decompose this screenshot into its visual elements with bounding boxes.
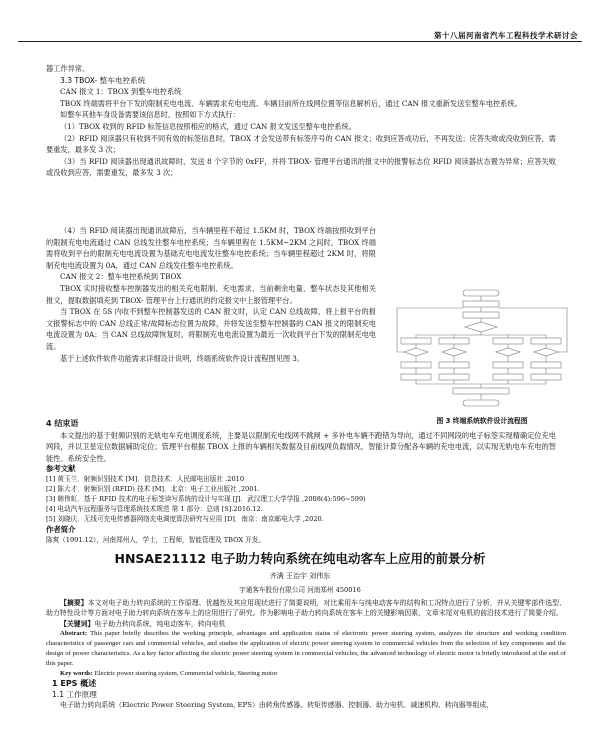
reference-item: [2] 陈大才．射频识别 (RFID) 技术 [M]．北京：电子工业出版社 ,2001. <box>46 485 260 493</box>
page-header <box>0 0 600 46</box>
flow-decision <box>442 348 466 356</box>
abstract-cn-text: 本文对电子助力转向系统的工作原理、优越性及其应用现状进行了简要说明，对比乘用车与纯电动客车的结构和工况特点进行了分析，并从关键零部件选型、助力特性设计等方面对电子助力转向系统在客车上的应用进行了研究。作为影响电子助力转向系统在客车上的关键影响因素，文章末尾对电机的前沿技术进行了简要介绍。 <box>46 599 566 618</box>
article-authors: 齐满 王治宇 刘伟东 <box>269 572 331 580</box>
flow-connector <box>397 308 567 352</box>
paragraph: 电子助力转向系统（Electric Power Steering System, EPS）由转角传感器、转矩传感器、控制器、助力电机、减速机构、转向器等组成， <box>60 701 494 710</box>
flow-node <box>493 362 523 368</box>
list-item: （2）RFID 阅读器只有收到不同有效的标签信息时，TBOX 才会发送带有标签序号的 CAN 报文；收到应答成功后，不再发送；应答失败或没收到应答，需要重发，最多发 3 次； <box>46 133 556 155</box>
section-4 <box>46 418 556 464</box>
keywords-en-text: Electric power steering system, Commercial vehicle, Steering motor <box>94 670 278 678</box>
figure-caption: 图 3 终端系统软件设计流程图 <box>436 417 528 425</box>
reference-item: [4] 电动汽车远程服务与管理系统技术规范 第 1 部分：总则 [S].2016.12. <box>46 505 263 513</box>
section-heading: 1.1 工作原理 <box>52 689 97 699</box>
keywords-cn-label: 【关键词】 <box>60 619 95 628</box>
paragraph: 本文提出的基于射频识别的无轨电车充电调度系统，主要是以限制充电线网不跳闸 + 多补电车辆不跑错为导向，通过不同网段的电子标签实现精确定位充电网段，并以卫星定位数据辅助定位；管理平台根据 TBOX 上报的车辆相关数据及目前线网负载情况，智能计算分配各车辆的充电电流，以实现无轨电车充电的智能性、系统安全性。 <box>46 430 556 463</box>
flow-connector <box>416 368 546 400</box>
software-flowchart-figure <box>393 288 571 413</box>
paragraph: CAN 报文 1：TBOX 到整车电控系统 <box>60 87 182 97</box>
flow-decision <box>496 348 520 356</box>
abstract-en-text: This paper briefly describes the working principle, advantages and application status of electronic power steering system, analyzes the structure and working condition characteristics of passenger cars and commercial vehicles, and studies the application of electric power steering system in commercial vehicles from the selection of key components and the design of power characteristics. As a key factor affecting the electric power steering system in commercial vehicles, the advanced technology of electric motor is briefly introduced at the end of this paper. <box>46 630 566 668</box>
list-item: （1）TBOX 收到的 RFID 标签信息按照相应的格式，通过 CAN 报文发送至整车电控系统。 <box>60 121 356 131</box>
paragraph: 如整车其他车身设备需要该信息时，按照如下方式执行： <box>60 110 240 120</box>
flow-node <box>463 312 499 318</box>
paragraph: 基于上述软件软件功能需求详细设计说明，终端系统软件设计流程图见图 3。 <box>60 353 305 363</box>
references <box>46 463 556 545</box>
paragraph: 器工作异常。 <box>46 64 90 73</box>
abstract-block <box>46 598 566 710</box>
flow-node <box>531 374 561 380</box>
paragraph: TBOX 实时接收整车控制器发出的相关充电限制、充电需求、当前剩余电量、整车状态及其他相关报文，提取数据填充到 TBOX- 管理平台上行通讯的约定报文中上报管理平台。 <box>46 283 376 305</box>
section-heading: 3.3 TBOX- 整车电控系统 <box>60 75 146 85</box>
reference-item: [3] 韩伟虹．基于 RFID 技术的电子标签读写系统的设计与实现 [J]．武汉理工大学学报 ,2008(4):596~599) <box>46 495 366 503</box>
section-3-3 <box>46 63 556 179</box>
flow-node <box>439 338 469 344</box>
author-bio: 陈爽（1991.12），河南郑州人，学士，工程师，智能管理及 TBOX 开发。 <box>46 536 265 544</box>
article-title: HNSAE21112 电子助力转向系统在纯电动客车上应用的前景分析 <box>114 551 486 566</box>
flow-node <box>493 338 523 344</box>
keywords-en <box>46 669 566 679</box>
flow-decision <box>465 322 497 332</box>
left-column <box>46 225 376 364</box>
flow-node <box>463 400 499 406</box>
header-rule <box>18 41 582 42</box>
paragraph: 当 TBOX 在 5S 内收不到整车控制器发送的 CAN 报文时，认定 CAN 总线故障，将上报平台的报文报警标志中的 CAN 总线正常/故障标志位置为故障，并将发送至整车控制器的 CAN 报文的限制充电电流设置为 0A；当 CAN 总线故障恢复时，将限制充电电流设置为最近一次收到平台下发的限制充电电流。 <box>46 307 376 351</box>
flow-node <box>401 338 431 344</box>
reference-item: [1] 黄玉兰．射频识别技术 [M]．信息技术．人民邮电出版社 .2010 <box>46 475 245 483</box>
flow-node <box>493 374 523 380</box>
keywords-cn <box>46 619 566 629</box>
journal-title: 第十八届河南省汽车工程科技学术研讨会 <box>434 31 578 40</box>
paragraph: CAN 报文 2：整车电控系统到 TBOX <box>60 272 182 282</box>
reference-item: [5] 刘晓庆．无线可充电传感器网络充电调度算法研究与应用 [D]．南京：南京邮电大学 ,2020. <box>46 515 324 523</box>
flow-node <box>531 338 561 344</box>
abstract-cn-label: 【摘要】 <box>60 599 88 607</box>
abstract-cn <box>46 598 566 619</box>
flow-node <box>401 362 431 368</box>
section-heading: 1 EPS 概述 <box>52 679 97 689</box>
flow-decision <box>404 348 428 356</box>
flow-node <box>439 374 469 380</box>
flow-node <box>463 290 499 296</box>
section-heading: 4 结束语 <box>46 419 79 428</box>
abstract-en <box>46 629 566 669</box>
article-affiliation: 宇通客车股份有限公司 河南郑州 450016 <box>239 586 361 594</box>
abstract-en-label: Abstract: <box>60 630 88 638</box>
list-item: （4）当 RFID 阅读器出现通讯故障后，当车辆里程不超过 1.5KM 时，TBOX 终端按照收到平台的限制充电电流通过 CAN 总线发往整车电控系统；当车辆里程在 1.5KM~2KM 之间时，TBOX 终端需将收到平台的限制充电电流设置为基础充电电流发往整车电控系统；当车辆里程超过 2KM 时，将限制充电电流设置为 0A，通过 CAN 总线发往整车电控系统。 <box>46 226 376 270</box>
list-item: （3）当 RFID 阅读器出现通讯故障时，发送 8 个字节的 0xFF，并将 TBOX- 管理平台通讯的报文中的报警标志位 RFID 阅读器状态置为异常；应答失败或没收到应答，需要重发，最多发 3 次； <box>46 156 556 178</box>
flow-node <box>453 388 509 394</box>
flow-decision <box>534 348 558 356</box>
keywords-cn-text: 电子助力转向系统，纯电动客车，转向电机 <box>94 619 226 628</box>
flow-node <box>463 301 499 307</box>
flow-node <box>401 374 431 380</box>
flow-node <box>531 362 561 368</box>
flowchart-diagram <box>393 288 571 413</box>
keywords-en-label: Key words: <box>60 670 93 678</box>
flow-node <box>439 362 469 368</box>
flow-connector <box>416 344 546 362</box>
references-heading: 参考文献 <box>46 464 76 473</box>
author-heading: 作者简介 <box>46 525 76 534</box>
paragraph: TBOX 终端需将平台下发的限制充电电流、车辆需求充电电流、车辆目前所在线网位置等信息解析后，通过 CAN 报文重新发送至整车电控系统。 <box>60 98 522 108</box>
